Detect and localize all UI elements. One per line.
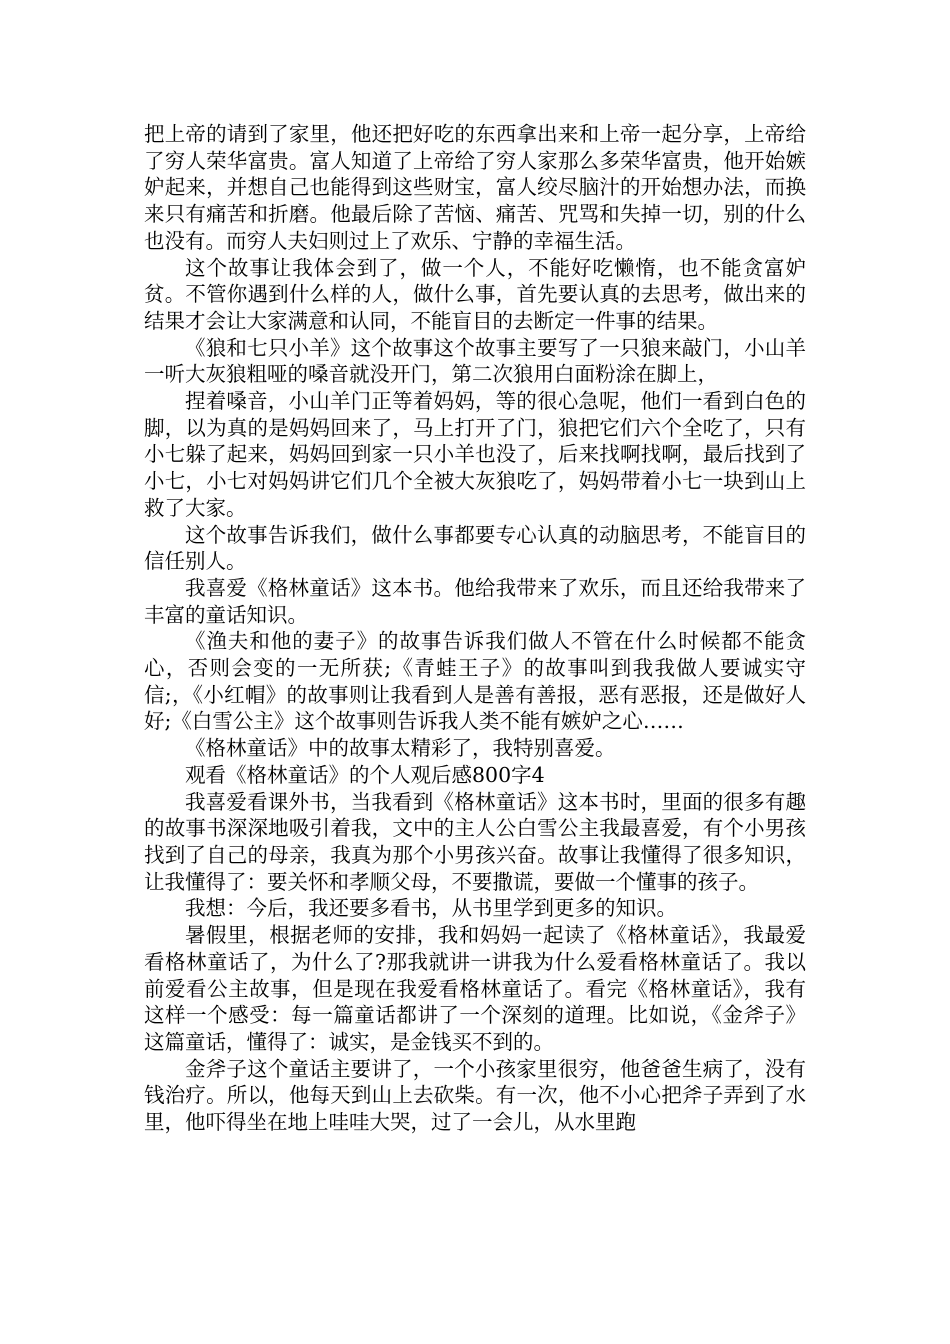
paragraph-2: 这个故事让我体会到了，做一个人，不能好吃懒惰，也不能贪富妒贫。不管你遇到什么样的人，做什么事，首先要认真的去思考，做出来的结果才会让大家满意和认同，不能盲目的去断定一件事的结果。	[144, 255, 806, 333]
paragraph-10: 我喜爱看课外书，当我看到《格林童话》这本书时，里面的很多有趣的故事书深深地吸引着我，文中的主人公白雪公主我最喜爱，有个小男孩找到了自己的母亲，我真为那个小男孩兴奋。故事让我懂得了很多知识，让我懂得了：要关怀和孝顺父母，不要撒谎，要做一个懂事的孩子。	[144, 789, 806, 894]
paragraph-3: 《狼和七只小羊》这个故事这个故事主要写了一只狼来敲门，小山羊一听大灰狼粗哑的嗓音就没开门，第二次狼用白面粉涂在脚上，	[144, 335, 806, 387]
document-page	[144, 121, 806, 1136]
paragraph-12: 暑假里，根据老师的安排，我和妈妈一起读了《格林童话》，我最爱看格林童话了，为什么了?那我就讲一讲我为什么爱看格林童话了。我以前爱看公主故事，但是现在我爱看格林童话了。看完《格林童话》，我有这样一个感受：每一篇童话都讲了一个深刻的道理。比如说，《金斧子》这篇童话，懂得了：诚实，是金钱买不到的。	[144, 923, 806, 1054]
paragraph-4: 捏着嗓音，小山羊门正等着妈妈，等的很心急呢，他们一看到白色的脚，以为真的是妈妈回来了，马上打开了门，狼把它们六个全吃了，只有小七躲了起来，妈妈回到家一只小羊也没了，后来找啊找啊，最后找到了小七，小七对妈妈讲它们几个全被大灰狼吃了，妈妈带着小七一块到山上救了大家。	[144, 389, 806, 520]
paragraph-11: 我想：今后，我还要多看书，从书里学到更多的知识。	[185, 896, 677, 921]
paragraph-5: 这个故事告诉我们，做什么事都要专心认真的动脑思考，不能盲目的信任别人。	[144, 522, 806, 574]
paragraph-8: 《格林童话》中的故事太精彩了，我特别喜爱。	[185, 736, 616, 761]
section-heading: 观看《格林童话》的个人观后感800字4	[185, 762, 545, 787]
paragraph-1: 把上帝的请到了家里，他还把好吃的东西拿出来和上帝一起分享，上帝给了穷人荣华富贵。富人知道了上帝给了穷人家那么多荣华富贵，他开始嫉妒起来，并想自己也能得到这些财宝，富人绞尽脑汁的开始想办法，而换来只有痛苦和折磨。他最后除了苦恼、痛苦、咒骂和失掉一切，别的什么也没有。而穷人夫妇则过上了欢乐、宁静的幸福生活。	[144, 122, 806, 253]
paragraph-6: 我喜爱《格林童话》这本书。他给我带来了欢乐，而且还给我带来了丰富的童话知识。	[144, 575, 806, 627]
paragraph-13: 金斧子这个童话主要讲了，一个小孩家里很穷，他爸爸生病了，没有钱治疗。所以，他每天到山上去砍柴。有一次，他不小心把斧子弄到了水里，他吓得坐在地上哇哇大哭，过了一会儿，从水里跑	[144, 1056, 806, 1135]
paragraph-7: 《渔夫和他的妻子》的故事告诉我们做人不管在什么时候都不能贪心，否则会变的一无所获;《青蛙王子》的故事叫到我我做人要诚实守信;，《小红帽》的故事则让我看到人是善有善报，恶有恶报，还是做好人好;《白雪公主》这个故事则告诉我人类不能有嫉妒之心……	[144, 629, 806, 734]
